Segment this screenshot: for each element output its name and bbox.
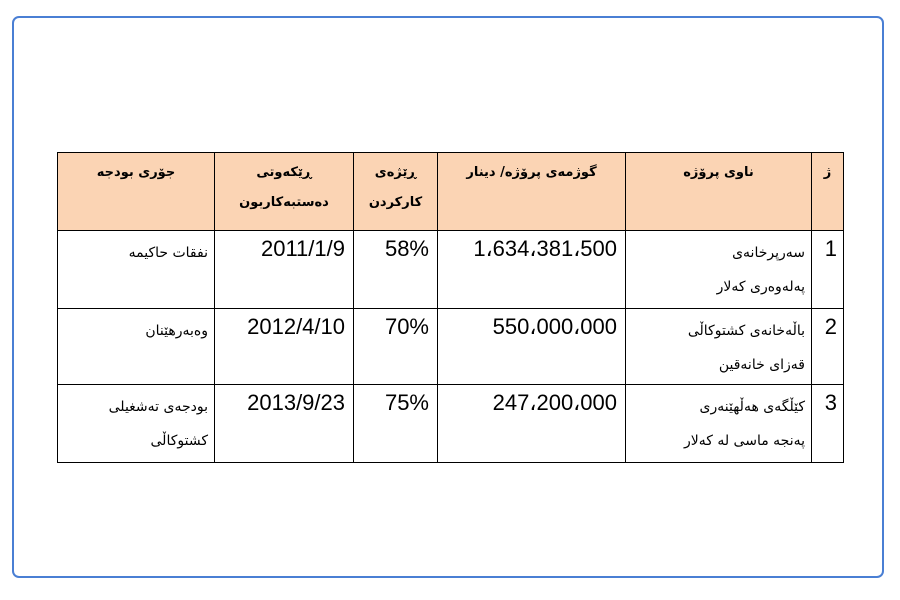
project-name-cell (626, 309, 812, 385)
project-name-cell (626, 231, 812, 309)
header-project-size (438, 153, 626, 231)
project-size-text: 247،200،000 (492, 390, 617, 415)
row-number-text: 1 (824, 236, 837, 261)
start-date-cell (215, 385, 354, 463)
table-row (58, 309, 844, 385)
row-number-text: 3 (824, 390, 837, 415)
budget-type-text: وەبەرهێنان (145, 323, 208, 339)
header-start-date-label-2: دەستبەکاربون (239, 195, 329, 210)
project-size-cell (438, 385, 626, 463)
start-date-text: 2013/9/23 (247, 390, 345, 415)
row-number-text: 2 (824, 314, 837, 339)
project-size-text: 550،000،000 (492, 314, 617, 339)
start-date-cell (215, 309, 354, 385)
project-name-text-1: کێڵگەی هەڵهێنەری (699, 399, 805, 415)
project-name-text-1: سەرپرخانەی (732, 245, 805, 261)
budget-type-text-2: کشتوکاڵی (150, 433, 208, 449)
project-size-cell (438, 231, 626, 309)
completion-text: 58% (384, 236, 429, 261)
project-name-text-2: پەلەوەری کەلار (716, 279, 805, 295)
header-start-date (215, 153, 354, 231)
header-project-name-label: ناوی پرۆژە (683, 165, 754, 180)
header-completion-label-2: کارکردن (368, 195, 423, 210)
budget-type-cell (58, 309, 215, 385)
header-number-label: ژ (823, 165, 832, 180)
start-date-text: 2011/1/9 (260, 236, 345, 261)
table-row (58, 385, 844, 463)
project-name-cell (626, 385, 812, 463)
header-project-name (626, 153, 812, 231)
project-size-text: 1،634،381،500 (473, 236, 617, 261)
project-name-text-2: قەزای خانەقین (718, 357, 805, 373)
project-name-text-2: پەنجە ماسی لە کەلار (683, 433, 805, 449)
row-number-cell (812, 309, 844, 385)
projects-table (57, 152, 844, 463)
completion-text: 75% (384, 390, 429, 415)
row-number-cell (812, 385, 844, 463)
table-row (58, 231, 844, 309)
budget-type-cell (58, 385, 215, 463)
header-start-date-label-1: ڕێکەوتی (256, 165, 312, 180)
table-header-row (58, 153, 844, 231)
header-budget-type (58, 153, 215, 231)
header-budget-type-label: جۆری بودجە (96, 165, 176, 180)
start-date-text: 2012/4/10 (247, 314, 345, 339)
completion-text: 70% (384, 314, 429, 339)
row-number-cell (812, 231, 844, 309)
start-date-cell (215, 231, 354, 309)
completion-cell (354, 231, 438, 309)
header-completion (354, 153, 438, 231)
project-size-cell (438, 309, 626, 385)
completion-cell (354, 309, 438, 385)
project-name-text-1: باڵەخانەی کشتوکاڵی (687, 323, 805, 339)
header-project-size-label: گوژمەی پرۆژە/ دینار (466, 165, 597, 180)
budget-type-text: بودجەی تەشغیلی (108, 399, 208, 415)
header-completion-label-1: ڕێژەی (374, 165, 417, 180)
completion-cell (354, 385, 438, 463)
budget-type-text: نفقات حاكيمه (128, 245, 208, 261)
budget-type-cell (58, 231, 215, 309)
header-number (812, 153, 844, 231)
